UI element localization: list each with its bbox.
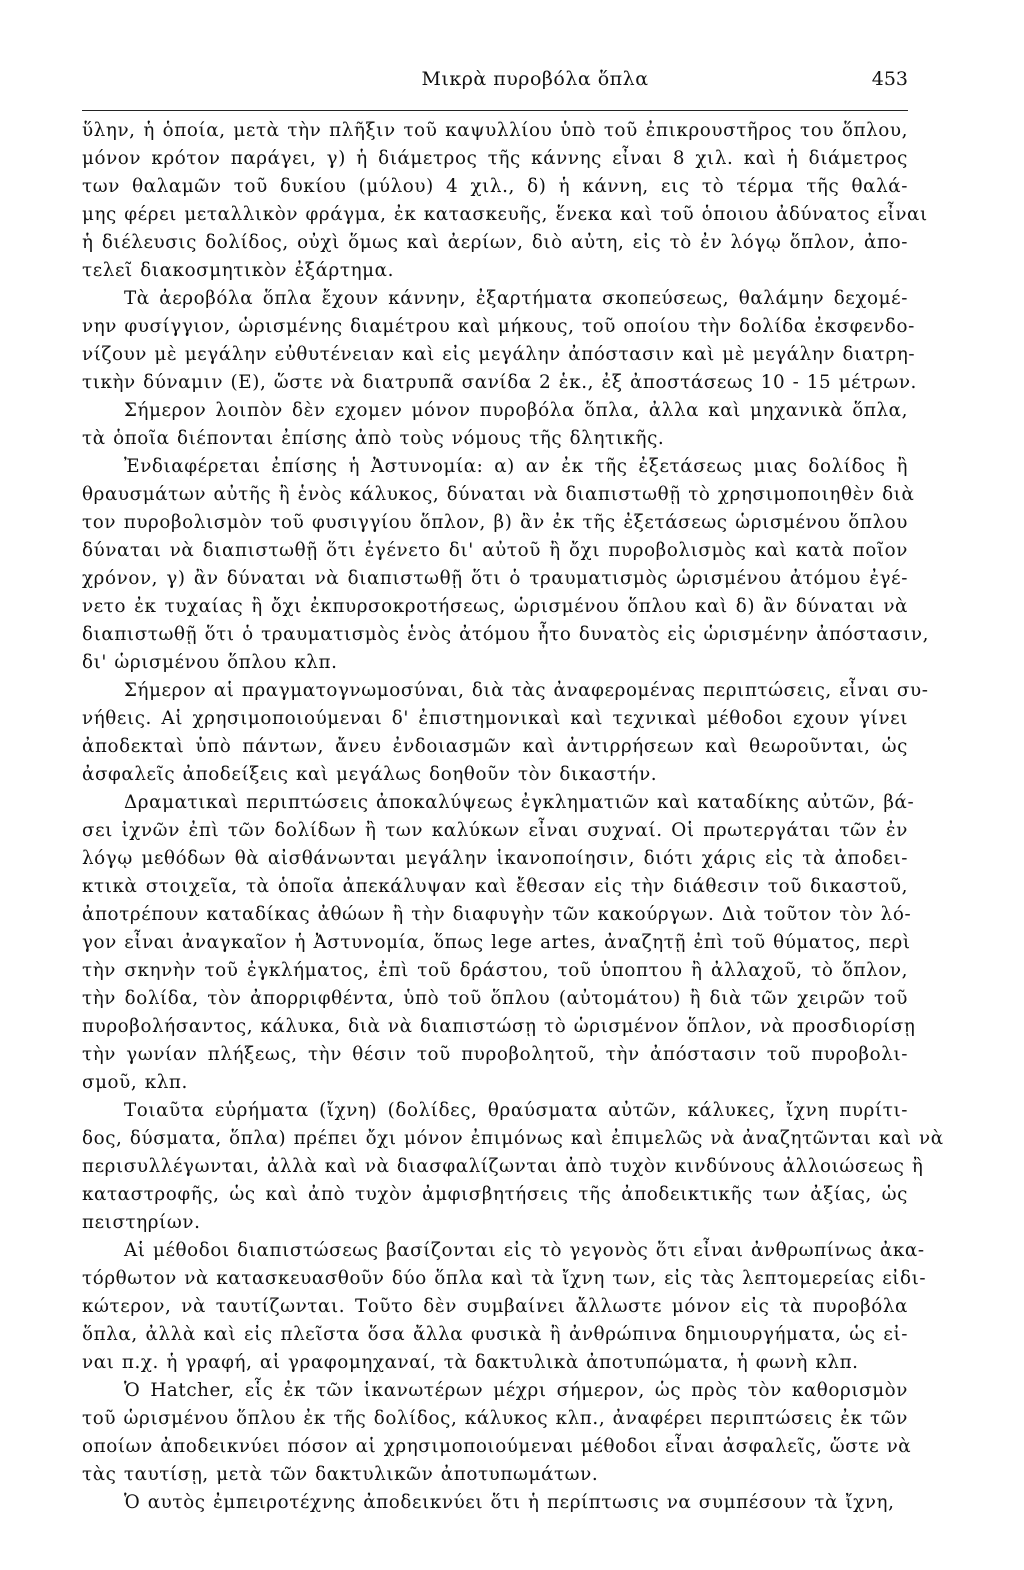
text-line: των θαλαμῶν τοῦ δυκίου (μύλου) 4 χιλ., δ) ἡ κάννη, εις τὸ τέρμα τῆς θαλά-: [82, 176, 908, 197]
text-line: τὴν δολίδα, τὸν ἀπορριφθέντα, ὑπὸ τοῦ ὅπλου (αὐτομάτου) ἢ διὰ τῶν χειρῶν τοῦ: [82, 988, 908, 1009]
text-line: ἀποτρέπουν καταδίκας ἀθώων ἢ τὴν διαφυγὴν τῶν κακούργων. Διὰ τοῦτον τὸν λό-: [82, 904, 912, 925]
text-line: νην φυσίγγιον, ὡρισμένης διαμέτρου καὶ μήκους, τοῦ οποίου τὴν δολίδα ἐκσφενδο-: [82, 316, 915, 337]
paragraph: [82, 1237, 927, 1377]
text-line: Δραματικαὶ περιπτώσεις ἀποκαλύψεως ἐγκληματιῶν καὶ καταδίκης αὐτῶν, βά-: [124, 792, 915, 813]
text-line: τὴν σκηνὴν τοῦ ἐγκλήματος, ἐπὶ τοῦ δράστου, τοῦ ὑποπτου ἢ ἀλλαχοῦ, τὸ ὅπλον,: [82, 960, 908, 981]
text-line: κτικὰ στοιχεῖα, τὰ ὁποῖα ἀπεκάλυψαν καὶ ἔθεσαν εἰς τὴν διάθεσιν τοῦ δικαστοῦ,: [82, 876, 908, 897]
paragraph: [82, 1489, 908, 1517]
paragraph: [82, 397, 908, 453]
text-line: διαπιστωθῇ ὅτι ὁ τραυματισμὸς ἑνὸς ἀτόμου ἦτο δυνατὸς εἰς ὡρισμένην ἀπόστασιν,: [82, 624, 930, 645]
text-line: οποίων ἀποδεικνύει πόσον αἱ χρησιμοποιούμεναι μέθοδοι εἶναι ἀσφαλεῖς, ὥστε νὰ: [82, 1436, 912, 1457]
page-number: 453: [871, 68, 908, 90]
paragraph: [82, 285, 917, 397]
text-line: νίζουν μὲ μεγάλην εὐθυτένειαν καὶ εἰς μεγάλην ἀπόστασιν καὶ μὲ μεγάλην διατρη-: [82, 344, 916, 365]
body-text: [82, 117, 944, 1517]
text-line: μης φέρει μεταλλικὸν φράγμα, ἐκ κατασκευῆς, ἕνεκα καὶ τοῦ ὁποιου ἀδύνατος εἶναι: [82, 204, 928, 225]
text-line: περισυλλέγωνται, ἀλλὰ καὶ νὰ διασφαλίζωνται ἀπὸ τυχὸν κινδύνους ἀλλοιώσεως ἢ: [82, 1156, 924, 1177]
text-line: Σήμερον αἱ πραγματογνωμοσύναι, διὰ τὰς ἀναφερομένας περιπτώσεις, εἶναι συ-: [124, 680, 929, 701]
text-line: δύναται νὰ διαπιστωθῇ ὅτι ἐγένετο δι' αὐτοῦ ἢ ὄχι πυροβολισμὸς καὶ κατὰ ποῖον: [82, 540, 908, 561]
paragraph: [82, 1377, 912, 1489]
text-line: Ὁ αυτὸς ἐμπειροτέχνης ἀποδεικνύει ὅτι ἡ περίπτωσις να συμπέσουν τὰ ἴχνη,: [124, 1492, 895, 1513]
text-line: τοῦ ὡρισμένου ὅπλου ἐκ τῆς δολίδος, κάλυκος κλπ., ἀναφέρει περιπτώσεις ἐκ τῶν: [82, 1408, 908, 1429]
text-line: δος, δύσματα, ὅπλα) πρέπει ὄχι μόνον ἐπιμόνως καὶ ἐπιμελῶς νὰ ἀναζητῶνται καὶ νὰ: [82, 1128, 944, 1149]
text-line: Τοιαῦτα εὑρήματα (ἴχνη) (δολίδες, θραύσματα αὐτῶν, κάλυκες, ἴχνη πυρίτι-: [124, 1100, 908, 1121]
text-line: σει ἰχνῶν ἐπὶ τῶν δολίδων ἢ των καλύκων εἶναι συχναί. Οἱ πρωτεργάται τῶν ἐν: [82, 820, 908, 841]
text-line: τὴν γωνίαν πλήξεως, τὴν θέσιν τοῦ πυροβολητοῦ, τὴν ἀπόστασιν τοῦ πυροβολι-: [82, 1044, 908, 1065]
text-line: ὅπλα, ἀλλὰ καὶ εἰς πλεῖστα ὅσα ἄλλα φυσικὰ ἢ ἀνθρώπινα δημιουργήματα, ὡς εἰ-: [82, 1324, 908, 1345]
text-line: κώτερον, νὰ ταυτίζωνται. Τοῦτο δὲν συμβαίνει ἄλλωστε μόνον εἰς τὰ πυροβόλα: [82, 1296, 908, 1317]
paragraph: [82, 453, 930, 677]
text-line: λόγῳ μεθόδων θὰ αἰσθάνωνται μεγάλην ἱκανοποίησιν, διότι χάρις εἰς τὰ ἀποδει-: [82, 848, 908, 869]
text-line: καταστροφῆς, ὡς καὶ ἀπὸ τυχὸν ἀμφισβητήσεις τῆς ἀποδεικτικῆς των ἀξίας, ὡς: [82, 1184, 908, 1205]
text-line: τελεῖ διακοσμητικὸν ἐξάρτημα.: [82, 260, 394, 281]
text-line: δι' ὡρισμένου ὅπλου κλπ.: [82, 652, 338, 673]
text-line: ἀσφαλεῖς ἀποδείξεις καὶ μεγάλως δοηθοῦν τὸν δικαστήν.: [82, 764, 658, 785]
text-line: τικὴν δύναμιν (Ε), ὥστε νὰ διατρυπᾶ σανίδα 2 ἑκ., ἐξ ἀποστάσεως 10 - 15 μέτρων.: [82, 372, 917, 393]
text-line: τὰς ταυτίσῃ, μετὰ τῶν δακτυλικῶν ἀποτυπωμάτων.: [82, 1464, 599, 1485]
paragraph: [82, 117, 928, 285]
text-line: πυροβολήσαντος, κάλυκα, διὰ νὰ διαπιστώσῃ τὸ ὡρισμένον ὅπλον, νὰ προσδιορίσῃ: [82, 1016, 916, 1037]
text-line: πειστηρίων.: [82, 1212, 201, 1233]
text-line: Ὁ Hatcher, εἷς ἐκ τῶν ἱκανωτέρων μέχρι σήμερον, ὡς πρὸς τὸν καθορισμὸν: [124, 1380, 908, 1401]
text-line: θραυσμάτων αὐτῆς ἢ ἑνὸς κάλυκος, δύναται νὰ διαπιστωθῇ τὸ χρησιμοποιηθὲν διὰ: [82, 484, 915, 505]
paragraph: [82, 789, 916, 1097]
running-title: Μικρὰ πυροβόλα ὅπλα: [421, 68, 649, 90]
paragraph: [82, 677, 929, 789]
text-line: Ἐνδιαφέρεται ἐπίσης ἡ Ἀστυνομία: α) αν ἐκ τῆς ἐξετάσεως μιας δολίδος ἢ: [124, 456, 908, 477]
text-line: τόρθωτον νὰ κατασκευασθοῦν δύο ὅπλα καὶ τὰ ἴχνη των, εἰς τὰς λεπτομερείας εἰδι-: [82, 1268, 927, 1289]
book-page: [0, 46, 1024, 1570]
text-line: ἀποδεκταὶ ὑπὸ πάντων, ἄνευ ἐνδοιασμῶν καὶ ἀντιρρήσεων καὶ θεωροῦνται, ὡς: [82, 736, 908, 757]
text-line: Αἱ μέθοδοι διαπιστώσεως βασίζονται εἰς τὸ γεγονὸς ὅτι εἶναι ἀνθρωπίνως ἀκα-: [124, 1240, 925, 1261]
text-line: ἡ διέλευσις δολίδος, οὐχὶ ὅμως καὶ ἀερίων, διὸ αὐτη, εἰς τὸ ἐν λόγῳ ὅπλον, ἀπο-: [82, 232, 908, 253]
text-line: Τὰ ἀεροβόλα ὅπλα ἔχουν κάννην, ἐξαρτήματα σκοπεύσεως, θαλάμην δεχομέ-: [124, 288, 908, 309]
text-line: μόνον κρότον παράγει, γ) ἡ διάμετρος τῆς κάννης εἶναι 8 χιλ. καὶ ἡ διάμετρος: [82, 148, 908, 169]
text-line: τον πυροβολισμὸν τοῦ φυσιγγίου ὅπλον, β) ἂν ἐκ τῆς ἐξετάσεως ὡρισμένου ὅπλου: [82, 512, 908, 533]
text-line: νετο ἐκ τυχαίας ἢ ὄχι ἐκπυρσοκροτήσεως, ὡρισμένου ὅπλου καὶ δ) ἂν δύναται νὰ: [82, 596, 908, 617]
text-line: νήθεις. Αἱ χρησιμοποιούμεναι δ' ἐπιστημονικαὶ καὶ τεχνικαὶ μέθοδοι εχουν γίνει: [82, 708, 908, 729]
text-line: ὕλην, ἡ ὁποία, μετὰ τὴν πλῆξιν τοῦ καψυλλίου ὑπὸ τοῦ ἐπικρουστῆρος του ὅπλου,: [82, 120, 908, 141]
text-line: Σήμερον λοιπὸν δὲν εχομεν μόνον πυροβόλα ὅπλα, ἀλλα καὶ μηχανικὰ ὅπλα,: [124, 400, 908, 421]
text-line: ναι π.χ. ἡ γραφή, αἱ γραφομηχαναί, τὰ δακτυλικὰ ἀποτυπώματα, ἡ φωνὴ κλπ.: [82, 1352, 859, 1373]
paragraph: [82, 1097, 944, 1237]
text-line: σμοῦ, κλπ.: [82, 1072, 188, 1093]
page-header: [82, 46, 908, 111]
text-line: χρόνον, γ) ἂν δύναται νὰ διαπιστωθῇ ὅτι ὁ τραυματισμὸς ὡρισμένου ἀτόμου ἐγέ-: [82, 568, 908, 589]
text-line: τὰ ὁποῖα διέπονται ἐπίσης ἀπὸ τοὺς νόμους τῆς δλητικῆς.: [82, 428, 665, 449]
text-line: γον εἶναι ἀναγκαῖον ἡ Ἀστυνομία, ὅπως lege artes, ἀναζητῇ ἐπὶ τοῦ θύματος, περὶ: [82, 932, 911, 953]
